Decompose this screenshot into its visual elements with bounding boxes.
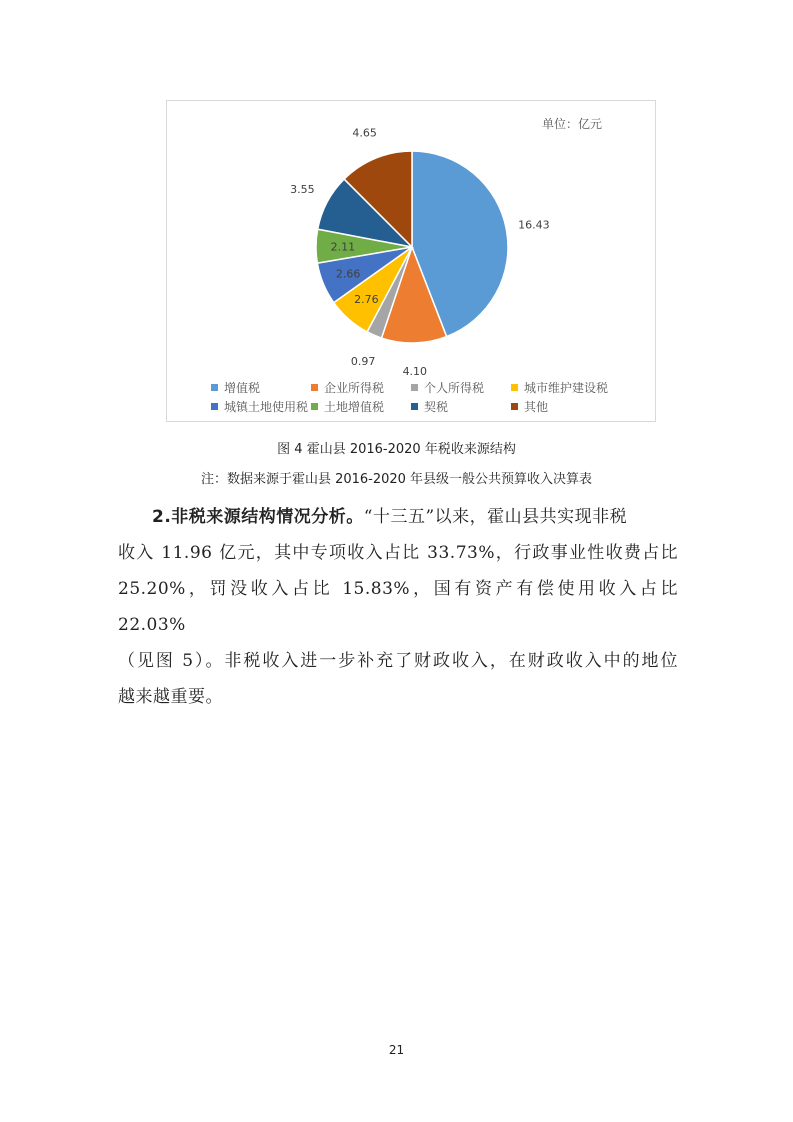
legend-swatch [511,384,518,391]
legend-item [311,398,411,415]
pie-chart [167,101,657,423]
page-number: 21 [388,1043,405,1057]
legend-item [411,379,511,396]
paragraph-line-4: （见图 5）。非税收入进一步补充了财政收入，在财政收入中的地位 [118,651,678,671]
legend-row [211,378,631,397]
pie-data-label-4: 2.66 [335,267,361,281]
legend-swatch [511,403,518,410]
paragraph-line-5: 越来越重要。 [118,687,223,707]
paragraph-line-3: 25.20%，罚没收入占比 15.83%，国有资产有偿使用收入占比 22.03% [118,579,678,635]
legend-label: 增值税 [224,381,261,395]
legend-item [411,398,511,415]
figure-caption: 图 4 霍山县 2016-2020 年税收来源结构 [277,442,516,457]
legend-item [511,379,621,396]
chart-legend [211,378,631,416]
legend-item [211,379,311,396]
legend-label: 城镇土地使用税 [224,400,309,414]
pie-data-label-1: 4.10 [402,364,428,378]
legend-label: 土地增值税 [324,400,385,414]
pie-data-label-0: 16.43 [518,218,550,232]
pie-chart-panel [166,100,656,422]
legend-swatch [411,384,418,391]
pie-data-label-2: 0.97 [350,354,376,368]
legend-label: 其他 [524,400,549,414]
legend-row [211,397,631,416]
pie-data-label-5: 2.11 [330,240,356,254]
legend-label: 城市维护建设税 [524,381,609,395]
legend-item [211,398,311,415]
chart-unit-label: 单位：亿元 [542,117,603,131]
legend-swatch [411,403,418,410]
pie-data-label-7: 4.65 [352,126,377,140]
legend-swatch [311,403,318,410]
legend-label: 契税 [424,400,449,414]
legend-swatch [311,384,318,391]
body-paragraph [118,499,678,715]
pie-data-label-6: 3.55 [290,183,315,197]
legend-label: 企业所得税 [324,381,385,395]
paragraph-text: “十三五”以来，霍山县共实现非税 [363,507,628,527]
section-heading: 2.非税来源结构情况分析。 [152,507,364,527]
legend-item [511,398,621,415]
legend-swatch [211,384,218,391]
legend-item [311,379,411,396]
paragraph-line-1 [118,499,678,535]
legend-swatch [211,403,218,410]
legend-label: 个人所得税 [424,381,485,395]
pie-data-label-3: 2.76 [354,292,379,306]
figure-source-note: 注：数据来源于霍山县 2016-2020 年县级一般公共预算收入决算表 [200,472,593,487]
paragraph-line-2: 收入 11.96 亿元，其中专项收入占比 33.73%，行政事业性收费占比 [118,543,678,563]
